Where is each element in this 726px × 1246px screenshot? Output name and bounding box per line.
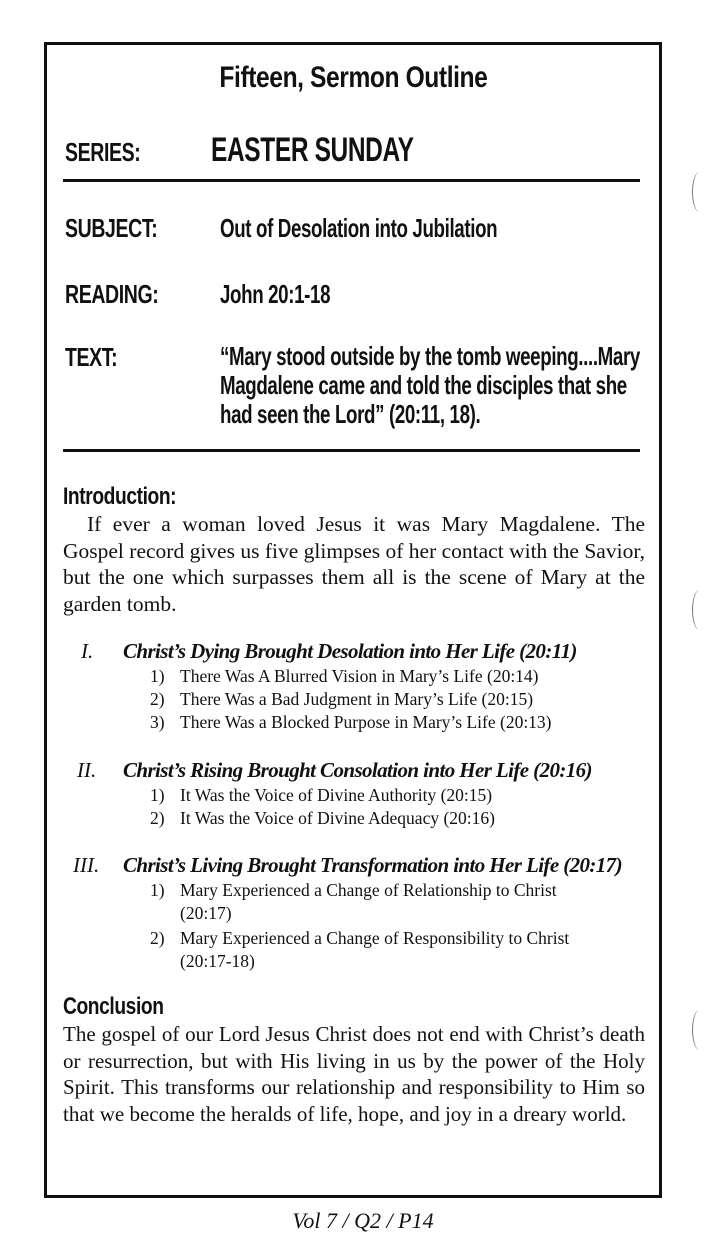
margin-mark — [692, 172, 707, 212]
series-value: EASTER SUNDAY — [211, 131, 414, 169]
point-numeral: I. — [81, 639, 94, 663]
margin-mark — [692, 1010, 707, 1050]
point-title: Christ’s Dying Brought Desolation into Her Life (20:11) — [123, 639, 577, 663]
series-label: SERIES: — [65, 137, 141, 167]
margin-mark — [692, 590, 707, 630]
divider — [63, 449, 640, 452]
divider — [63, 179, 640, 182]
point-numeral: II. — [77, 758, 97, 782]
point-title: Christ’s Living Brought Transformation into Her Life (20:17) — [123, 853, 622, 877]
outline-frame: Fifteen, Sermon Outline SERIES: EASTER SUNDAY SUBJECT: Out of Desolation into Jubilation READING: John 20:1-18 TEXT: “Mary stood outside by the tomb weeping....Mary Magdalene came and told the disciples that she had seen the Lord” (20:11, 18). Introduction: If ever a woman loved Jesus it was Mary Magdalene. The Gospel record gives us five glimpses of her contact with the Savior, but the one which surpasses them all is the scene of Mary at the garden tomb. I. Christ’s Dying Brought Desolation into Her Life (20:11) 1) There Was A Blurred Vision in Mary’s Life (20:14) 2) There Was a Bad Judgment in Mary’s Life (20:15) 3) There Was a Blocked Purpose in Mary’s Life (20:13) II. Christ’s Rising Brought Consolation into Her Life (20:16) 1) It Was the Voice of Divine Authority (20:15) 2) It Was the Voice of Divine Adequacy (20:16) III. Christ’s Living Brought Transformation into Her Life (20:17) 1) Mary Experienced a Change of Relationship to Christ (20:17) 2) Mary Experienced a Change of Responsibility to Christ (20:17-18) Conclusion The gospel of our Lord Jesus Christ does not end with Christ’s death or resurrection, but with His living in us by the power of the Holy Spirit. This transforms our relationship and responsibility to Him so that we become the heralds of life, hope, and joy in a dreary world. — [44, 42, 662, 1198]
scripture-line: had seen the Lord” (20:11, 18). — [220, 399, 481, 429]
point-title: Christ’s Rising Brought Consolation into Her Life (20:16) — [123, 758, 592, 782]
reading-label: READING: — [65, 279, 159, 309]
conclusion-body: The gospel of our Lord Jesus Christ does not end with Christ’s death or resurrection, but with His living in us by the power of the Holy Spirit. This transforms our relationship and responsibility to Him so that we become the heralds of life, hope, and joy in a dreary world. — [63, 1022, 645, 1126]
reading-value: John 20:1-18 — [220, 279, 331, 309]
subject-value: Out of Desolation into Jubilation — [220, 213, 498, 243]
subject-label: SUBJECT: — [65, 213, 158, 243]
page-title: Fifteen, Sermon Outline — [218, 61, 488, 94]
conclusion-heading: Conclusion — [63, 993, 164, 1020]
scripture-text — [220, 342, 650, 429]
scripture-line: Magdalene came and told the disciples that she — [220, 370, 627, 400]
page-footer: Vol 7 / Q2 / P14 — [292, 1208, 434, 1233]
scripture-line: “Mary stood outside by the tomb weeping....Mary — [220, 341, 640, 371]
introduction-body: If ever a woman loved Jesus it was Mary Magdalene. The Gospel record gives us five glimpses of her contact with the Savior, but the one which surpasses them all is the scene of Mary at the garden tomb. — [63, 512, 645, 616]
introduction-heading: Introduction: — [63, 483, 177, 510]
point-numeral: III. — [73, 853, 100, 877]
text-label: TEXT: — [65, 342, 118, 372]
